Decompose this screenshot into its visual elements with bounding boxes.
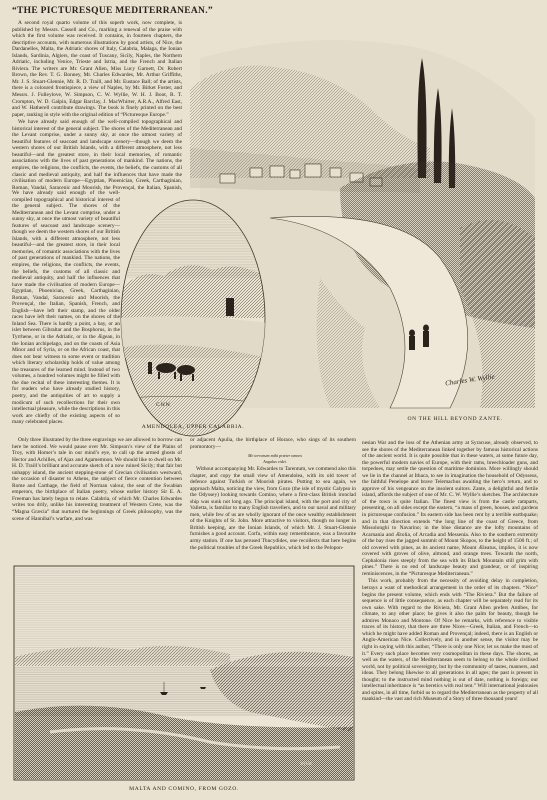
amendolea-engraving bbox=[118, 198, 268, 438]
paragraph: nesian War and the loss of the Athenian army at Syracuse, already observed, to see the shores of the Mediterranean linked together by famous historical actions of the ancient world. It is quite possible that in these waters, at some future day, the powerful modern navies of Europe, with their rams, breechloader guns, and torpedoes, may settle the question of maritime dominion. More willingly should we lie in the channel at Ithaca, to see in imagination the household of Odysseus, the faithful Penelope and brave Telemachus awaiting the hero’s return, and to approve of his vengeance on the insolent suitors. Zante, a delightful and fertile island, affords the subject of one of Mr. C. W. Wyllie’s sketches. The architecture of the town is quite Italian. The finest view is from the castle ramparts, presenting, on all sides except the eastern, “a mass of green, houses, and gardens in picturesque confusion.” Its eastern side has been rent by a terrible earthquake; and in that direction extends “the long line of the coast of Greece, from Missolonghi to Navarino; in the blue distance are the lofty mountains of Acarnania and Ætolia, of Arcadia and Messenia. Also to the southern extremity of the bay rises the jagged summit of Mount Skopos, to the height of 1500 ft.; of old covered with pines, as its ancient name, Mount Æleatus, implies, it is now covered with groves of olive, almond, and orange trees. Towards the north, Cephalonia rises steeply from the sea with its Black Mountain still grim with pines.” There is no end of landscape beauty and grandeur, or of inspiring reminiscences, in the “Picturesque Mediterranean.” bbox=[362, 440, 538, 577]
paragraph: A second royal quarto volume of this superb work, now complete, is published by Messrs. Cassell and Co., marking a renewal of the praise with which the first volume was received. It contains, in fourteen chapters, the descriptive accounts, with numerous illustrations by good artists, of Nice, the Dardanelles, Malta, the Adriatic shores of Italy, Calabria, Malaga, the Ionian Islands, Sardinia, Algiers, the coast of Tuscany, Sicily, Naples, the Northern Adriatic, including Venice, Trieste and Istria, and the French and Italian Riviera. The writers are Mr. Grant Allen, Miss Lucy Garnett, Dr. Robert Brown, the Rev. T. G. Bonney, Mr. Charles Edwardes, Mr. Arthur Griffiths, Mr. J. S. Stuart-Glennie, Mr. R. D. Traill, and Mr. Eustace Ball; of the artists, there is a coloured frontispiece, a view of Naples, by Mr. Birket Foster, and Messrs. J. Fulleylove, W. Simpson, C. W. Wyllie, W. H. J. Boot, R. T. Crompton, W. D. Galpin, Edgar Barclay, J. MacWhirter, A.R.A., Alfred East, and W. Hatherell contribute drawings. The book is finely printed on the best paper, ranking in style with the original edition of “Picturesque Europe.” bbox=[12, 20, 182, 118]
amendolea-illustration bbox=[118, 198, 268, 438]
zante-caption: ON THE HILL BEYOND ZANTE. bbox=[407, 416, 503, 422]
paragraph: This work, probably from the necessity of avoiding delay in completion, betrays a want of methodical arrangement in the order of its chapters. “Nice” begins the present volume, which ends with “The Riviera.” But the failure of sequence is of little consequence, as each chapter will be separately read for its own sake. With regard to the Riviera, Mr. Grant Allen prefers Antibes, for climate, to any other place; he gives it also the palm for beauty, though he admires Monaco and Montone. Of Nice he remarks, with reference to visible traces of its history, that there are three Nices—Greek, Italian, and French—to which he might have added Roman and Provençal; indeed, there is an English or Anglo-American Nice. Collectively, and in another sense, the visitor may be right in saying with this author, “There is only one Nice; let us make the most of it.” Every such place becomes very cosmopolitan in these days. The shores, as well as the waters, of the Mediterranean seem to belong to the whole civilised world, not by political sovereignty, but by the community of tastes, manners, and ideas. They belong likewise to all generations in all ages; the past is present in thought; to the instructed mind nothing is out of date, nothing is foreign; our intellectual inheritance is “as heretics with real tent.” Will international jealousies and spites, in all time, forbid us to regard the Mediterranean as the property of all mankind—the vast and rich Museum of a Story of three thousand years! bbox=[362, 578, 538, 703]
column-2 bbox=[190, 437, 356, 451]
malta-signature: Wyllie bbox=[300, 762, 313, 767]
amendolea-signature: C.W.W. bbox=[156, 403, 171, 408]
paragraph: Without accompanying Mr. Edwardes to Tarentum, we commend also this chapter, and copy the small view of Amendolea, with its old tower of defence against Turkish or Moorish pirates. Putting to sea again, we approach Malta, noticing the view, from Gozo (the isle of mystic Calypso in the Odyssey) looking towards Comino, where a first-class British ironclad ship was sunk not long ago. The principal island, with the port and city of Valletta, is familiar to many English travellers, and to our naval and military men, while few of us are wholly ignorant of the once wealthy establishment of the Knights of St. John. More attractive to visitors, though no longer in British keeping, are the Ionian Islands, of which Mr. J. Stuart-Glennie furnishes a good account. Corfu, within easy remembrance, was a favourite army station. If one has perused Thucydides, one recollects that here begins the political troubles of the Greek Republics, which led to the Pelopon- bbox=[190, 466, 356, 551]
malta-caption: MALTA AND COMINO, FROM GOZO. bbox=[129, 786, 239, 792]
poem-line-1: Me terrarum mihi præter omnes bbox=[248, 453, 302, 458]
poem-line-2: Angulus ridet. bbox=[263, 459, 287, 464]
zante-signature: Charles W. Wyllie bbox=[444, 372, 496, 388]
paragraph: We have already said enough of the well-compiled topographical and historical interest of the general subject. The shores of the Mediterranean and the Levant comprise, under a sunny sky, at once the utmost variety of beautiful features of seacoast and landscape scenery—though we deem the western shores of our British Islands, with a different atmosphere, not less beautiful—and the greatest store, in their local memories, of romantic associations with the lives of past generations of mankind. The nations, the empires, the religions, the conflicts, the events, the beliefs, the customs of all classic and medieval antiquity, and half the influences that have made the civilisation of modern Europe—Egyptian, Phoenician, Greek, Carthaginian, Roman, Vandal, Saracenic and Moorish, the Provençal, the Italian, Spanish, French, and English—have left their stamp, and the older races have left their names, on the shores of the Inland Sea. There is hardly a point, a bay, or an islet between Gibraltar and the Bosphorus, in the Tyrrhene, or in the Adriatic, or in the Ægean, in the Ionian archipelago, and on the coasts of Asia Minor and of Syria, or on the African coast, that does not bear witness to some event or tradition which literary scholarship holds of value among the treasures of the learned mind. Instead of two volumes, a hundred volumes might be filled with the due recital of these interesting themes. It is for readers who have already studied history, poetry, and the antiquities of art to supply a modicum of such recollections for their own intellectual pleasure, while the descriptions in this work are chiefly of the existing aspects of so many celebrated places. bbox=[12, 190, 120, 426]
malta-engraving bbox=[10, 562, 358, 784]
article-title: “THE PICTURESQUE MEDITERRANEAN.” bbox=[12, 6, 213, 16]
column-1-bottom bbox=[12, 437, 182, 557]
column-2b bbox=[190, 466, 356, 558]
paragraph: Only three illustrated by the three engravings we are allowed to borrow can here be noticed. We would pause over Mr. Simpson’s view of the Plains of Troy, with Homer’s tale in our mind’s eye, to call up the armed ghosts of Hector and Achilles, of Ajax and Agamemnon. We should like to dwell on Mr. H. D. Traill’s brilliant and accurate sketch of a now ruined Sicily; that fair but unhappy island, the ancient stepping-stone of Grecian civilisation westward, the occasion of disaster to Athens, the subject of fierce contention between Rome and Carthage, the field of Norman valour, the seat of the Swabian emperors, the birthplace of Italian poetry, whose earlier history Sir E. A. Freeman has lately begun to relate. Calabria, of which Mr. Charles Edwardes writes too drily, unlike his interesting treatment of Western Crete, was the “Magna Græcia” that nurtured the beginnings of Greek philosophy, was the scene of Hannibal’s warfare, and was bbox=[12, 437, 182, 522]
column-1-wrap bbox=[12, 190, 120, 435]
malta-illustration bbox=[10, 562, 358, 798]
column-1 bbox=[12, 20, 182, 190]
paragraph: We have already said enough of the well-compiled topographical and historical interest of the general subject. The shores of the Mediterranean and the Levant comprise, under a sunny sky, at once the utmost variety of beautiful features of seacoast and landscape scenery—though we deem the western shores of our British Islands, with a different atmosphere, not less beautiful—and the greatest store, in their local memories, of romantic associations with the lives of past generations of mankind. The nations, the empires, the religions, the conflicts, the events, the beliefs, the customs of all classic and medieval antiquity, and half the influences that have made the civilisation of modern Europe—Egyptian, Phoenician, Greek, Carthaginian, Roman, Vandal, Saracenic and Moorish, the Provençal, the Italian, Spanish, bbox=[12, 119, 182, 190]
column-3 bbox=[362, 440, 538, 796]
paragraph: or adjacent Apulia, the birthplace of Horace, who sings of its southern promontory— bbox=[190, 437, 356, 450]
amendolea-caption: AMENDOLEA, UPPER CALABRIA. bbox=[141, 424, 245, 430]
